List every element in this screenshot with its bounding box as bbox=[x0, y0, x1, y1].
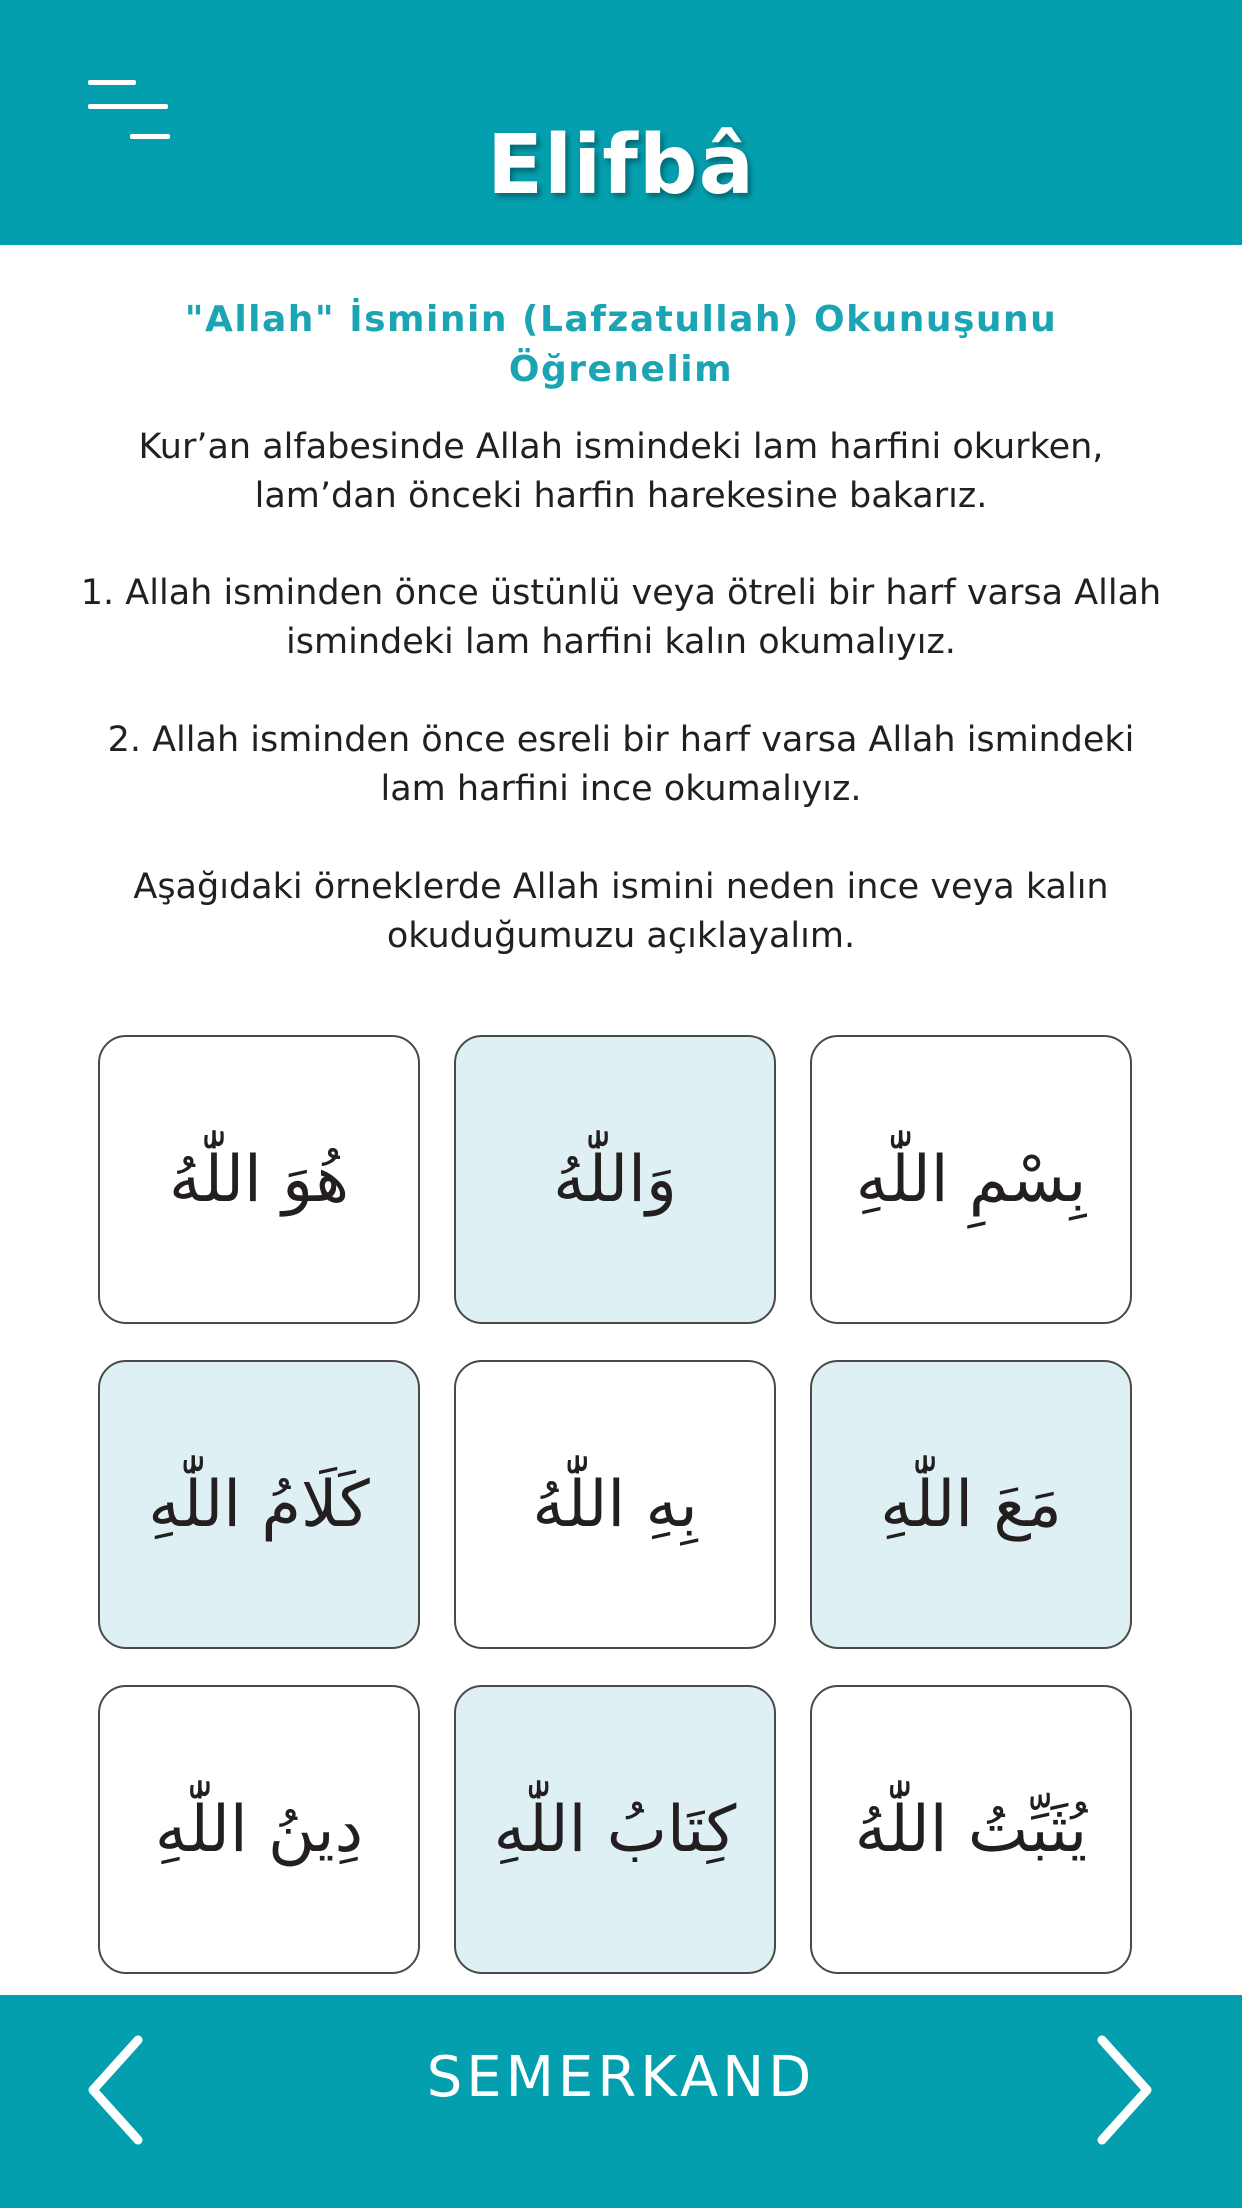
examples-grid bbox=[98, 1035, 1132, 1973]
example-card-3[interactable] bbox=[98, 1035, 420, 1324]
example-card-2[interactable] bbox=[454, 1035, 776, 1324]
example-arabic-text: وَاللّٰهُ bbox=[553, 1142, 677, 1217]
example-arabic-text: هُوَ اللّٰهُ bbox=[169, 1142, 349, 1217]
example-card-9[interactable] bbox=[98, 1685, 420, 1974]
example-card-5[interactable] bbox=[454, 1360, 776, 1649]
example-card-8[interactable] bbox=[454, 1685, 776, 1974]
example-card-7[interactable] bbox=[810, 1685, 1132, 1974]
app-title: Elifbâ bbox=[487, 118, 755, 213]
example-arabic-text: يُثَبِّتُ اللّٰهُ bbox=[854, 1792, 1088, 1867]
app-footer bbox=[0, 1995, 1242, 2208]
lesson-paragraph-intro: Kur’an alfabesinde Allah ismindeki lam harfini okurken, lam’dan önceki harfin harekesine bakarız. bbox=[138, 427, 1104, 516]
example-card-4[interactable] bbox=[810, 1360, 1132, 1649]
example-arabic-text: كَلَامُ اللّٰهِ bbox=[148, 1467, 370, 1542]
example-arabic-text: دِينُ اللّٰهِ bbox=[154, 1792, 364, 1867]
lesson-title: "Allah" İsminin (Lafzatullah) Okunuşunu Öğrenelim bbox=[184, 299, 1058, 390]
lesson-paragraph-rule-1: 1. Allah isminden önce üstünlü veya ötreli bir harf varsa Allah ismindeki lam harfini kalın okumalıyız. bbox=[80, 573, 1162, 662]
example-arabic-text: بِهِ اللّٰهُ bbox=[532, 1467, 698, 1542]
lesson-paragraph-instruction: Aşağıdaki örneklerde Allah ismini neden ince veya kalın okuduğumuzu açıklayalım. bbox=[133, 867, 1109, 956]
example-card-1[interactable] bbox=[810, 1035, 1132, 1324]
example-arabic-text: مَعَ اللّٰهِ bbox=[880, 1467, 1062, 1542]
app-header bbox=[0, 0, 1242, 245]
example-card-6[interactable] bbox=[98, 1360, 420, 1649]
chevron-right-icon[interactable] bbox=[1072, 2025, 1162, 2155]
example-arabic-text: كِتَابُ اللّٰهِ bbox=[493, 1792, 737, 1867]
lesson-paragraph-rule-2: 2. Allah isminden önce esreli bir harf varsa Allah ismindeki lam harfini ince okumalıyız. bbox=[107, 720, 1135, 809]
brand-logo: SEMERKAND bbox=[426, 2045, 816, 2110]
example-arabic-text: بِسْمِ اللّٰهِ bbox=[855, 1142, 1087, 1217]
